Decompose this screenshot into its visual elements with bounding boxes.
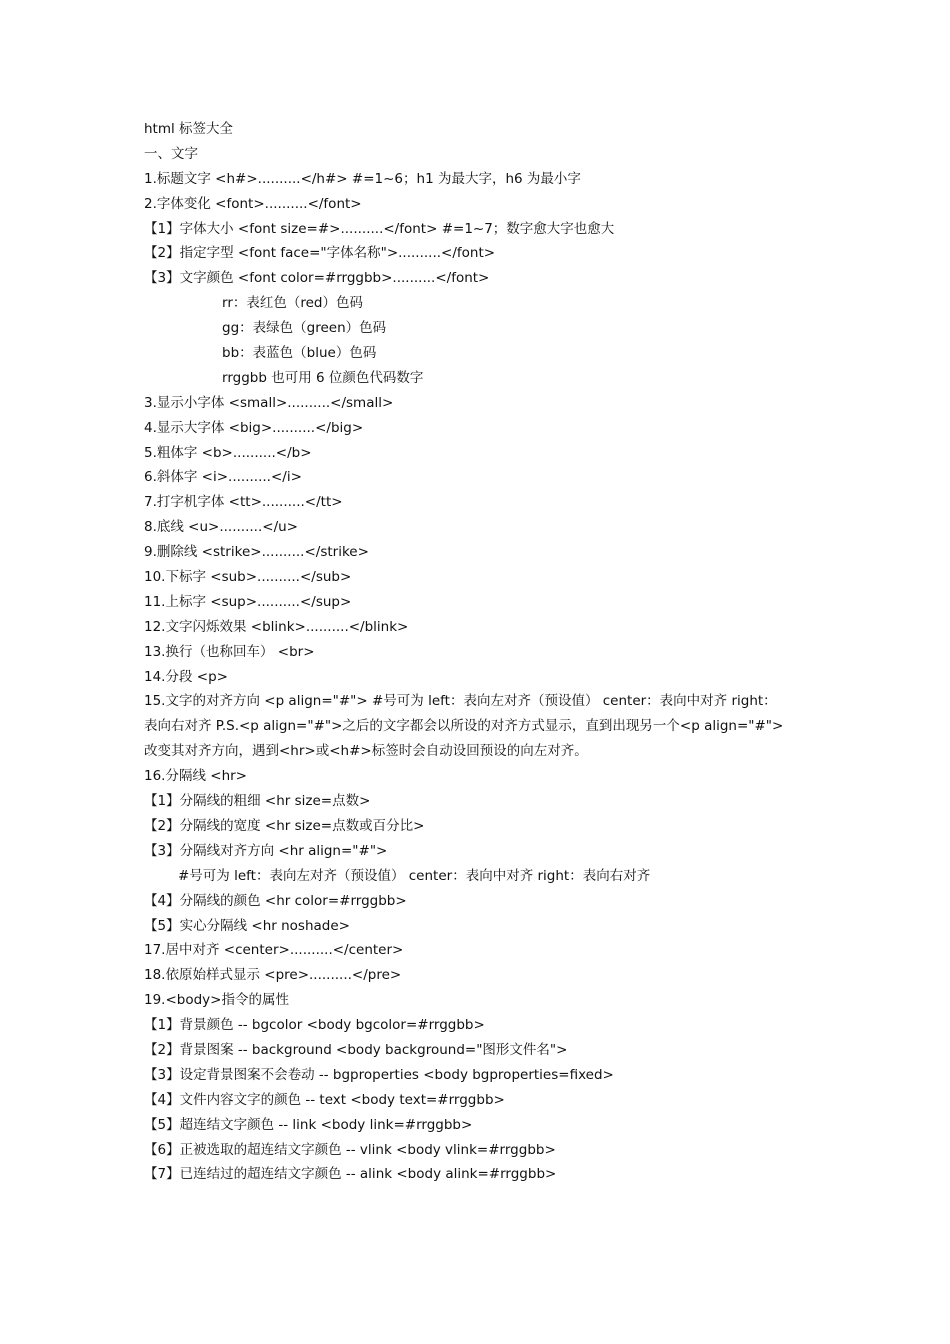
text-line: 改变其对齐方向，遇到<hr>或<h#>标签时会自动设回预设的向左对齐。 — [144, 743, 588, 760]
text-line: 【1】背景颜色 -- bgcolor <body bgcolor=#rrggbb> — [144, 1017, 485, 1034]
document-title: html 标签大全 — [144, 121, 234, 137]
text-line: 【1】分隔线的粗细 <hr size=点数> — [144, 793, 371, 810]
text-line: 8.底线 <u>..........</u> — [144, 519, 298, 536]
document-body — [144, 117, 834, 1187]
text-line: #号可为 left：表向左对齐（预设值） center：表向中对齐 right：表向右对齐 — [178, 867, 651, 884]
text-line: 6.斜体字 <i>..........</i> — [144, 469, 302, 486]
text-line: 15.文字的对齐方向 <p align="#"> #号可为 left：表向左对齐（预设值） center：表向中对齐 right： — [144, 693, 777, 710]
text-line: 【3】文字颜色 <font color=#rrggbb>..........</font> — [144, 270, 490, 287]
text-line: bb：表蓝色（blue）色码 — [222, 345, 377, 362]
text-line: 【1】字体大小 <font size=#>..........</font> #=1~7；数字愈大字也愈大 — [144, 220, 615, 237]
text-line: 【3】分隔线对齐方向 <hr align="#"> — [144, 842, 388, 859]
text-line: 16.分隔线 <hr> — [144, 768, 247, 785]
text-line: 11.上标字 <sup>..........</sup> — [144, 593, 352, 610]
text-line: 1.标题文字 <h#>..........</h#> #=1~6；h1 为最大字，h6 为最小字 — [144, 170, 581, 187]
document-lines — [144, 142, 834, 1187]
text-line: 【4】文件内容文字的颜色 -- text <body text=#rrggbb> — [144, 1091, 505, 1108]
text-line: 3.显示小字体 <small>..........</small> — [144, 394, 394, 411]
text-line: 13.换行（也称回车） <br> — [144, 643, 315, 660]
text-line: 19.<body>指令的属性 — [144, 992, 289, 1009]
text-line: 【7】已连结过的超连结文字颜色 -- alink <body alink=#rrggbb> — [144, 1166, 557, 1183]
text-line: 7.打字机字体 <tt>..........</tt> — [144, 494, 343, 511]
text-line: gg：表绿色（green）色码 — [222, 320, 387, 337]
text-line: 【2】分隔线的宽度 <hr size=点数或百分比> — [144, 817, 425, 834]
text-line: 表向右对齐 P.S.<p align="#">之后的文字都会以所设的对齐方式显示，直到出现另一个<p align="#"> — [144, 718, 784, 735]
text-line: 【5】实心分隔线 <hr noshade> — [144, 917, 350, 934]
text-line: 17.居中对齐 <center>..........</center> — [144, 942, 404, 959]
text-line: 【6】正被选取的超连结文字颜色 -- vlink <body vlink=#rrggbb> — [144, 1141, 556, 1158]
text-line: 【3】设定背景图案不会卷动 -- bgproperties <body bgproperties=fixed> — [144, 1066, 614, 1083]
text-line: 10.下标字 <sub>..........</sub> — [144, 569, 352, 586]
text-line: 9.删除线 <strike>..........</strike> — [144, 544, 369, 561]
text-line: 4.显示大字体 <big>..........</big> — [144, 419, 364, 436]
text-line: rr：表红色（red）色码 — [222, 295, 363, 312]
text-line: 12.文字闪烁效果 <blink>..........</blink> — [144, 618, 409, 635]
text-line: 2.字体变化 <font>..........</font> — [144, 195, 362, 212]
text-line: 18.依原始样式显示 <pre>..........</pre> — [144, 967, 402, 984]
text-line: 【5】超连结文字颜色 -- link <body link=#rrggbb> — [144, 1116, 473, 1133]
text-line: 5.粗体字 <b>..........</b> — [144, 444, 312, 461]
text-line: 一、文字 — [144, 145, 198, 162]
text-line: 【2】背景图案 -- background <body background="图形文件名"> — [144, 1041, 568, 1058]
text-line: 14.分段 <p> — [144, 668, 228, 685]
text-line: rrggbb 也可用 6 位颜色代码数字 — [222, 369, 424, 386]
text-line: 【4】分隔线的颜色 <hr color=#rrggbb> — [144, 892, 407, 909]
text-line: 【2】指定字型 <font face="字体名称">..........</font> — [144, 245, 496, 262]
